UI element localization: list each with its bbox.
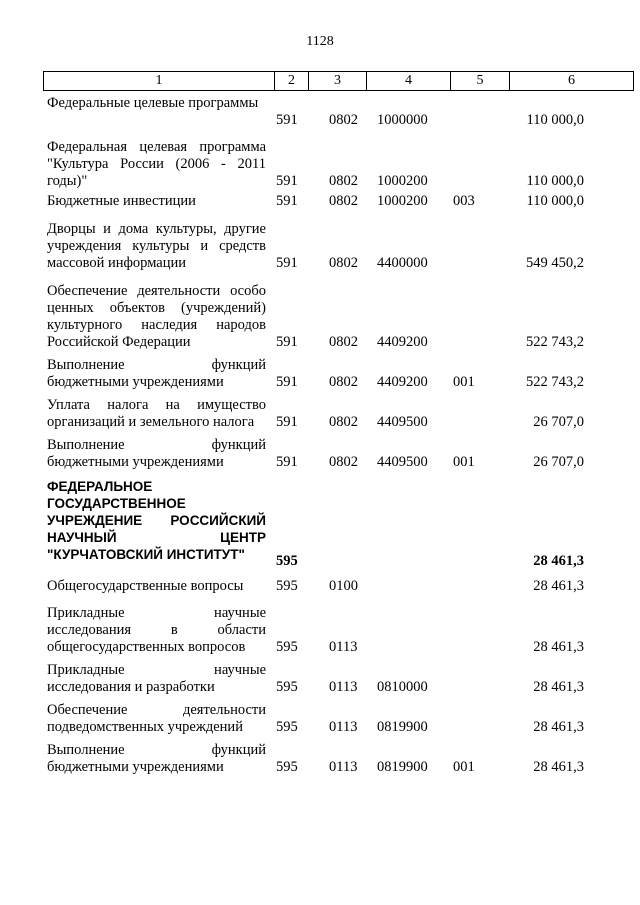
row-col-5: 001 xyxy=(453,759,475,775)
row-col-3: 0802 xyxy=(329,112,358,128)
row-col-3: 0113 xyxy=(329,639,358,655)
row-col-6: 522 743,2 xyxy=(526,334,584,350)
row-col-2: 595 xyxy=(276,578,298,594)
row-col-4: 4400000 xyxy=(377,255,428,271)
row-col-5: 001 xyxy=(453,374,475,390)
row-col-6: 26 707,0 xyxy=(533,414,584,430)
row-name: Обеспечение деятельности подведомственных учреждений xyxy=(47,702,266,735)
row-col-6: 28 461,3 xyxy=(533,719,584,735)
table-row xyxy=(47,283,587,351)
row-col-3: 0802 xyxy=(329,334,358,350)
table-row xyxy=(47,605,587,656)
row-col-3: 0802 xyxy=(329,255,358,271)
row-col-2: 595 xyxy=(276,639,298,655)
table-row xyxy=(47,478,587,570)
row-col-6: 110 000,0 xyxy=(526,193,584,209)
row-col-4: 4409500 xyxy=(377,414,428,430)
row-col-3: 0802 xyxy=(329,374,358,390)
row-name: Прикладные научные исследования и разработки xyxy=(47,662,266,695)
table-row xyxy=(47,578,587,595)
table-row xyxy=(47,139,587,190)
row-col-4: 4409500 xyxy=(377,454,428,470)
row-col-4: 0819900 xyxy=(377,719,428,735)
row-name: ФЕДЕРАЛЬНОЕ ГОСУДАРСТВЕННОЕ УЧРЕЖДЕНИЕ РОССИЙСКИЙ НАУЧНЫЙ ЦЕНТР "КУРЧАТОВСКИЙ ИНСТИТУТ" xyxy=(47,479,266,562)
row-col-2: 591 xyxy=(276,173,298,189)
row-col-6: 26 707,0 xyxy=(533,454,584,470)
row-col-3: 0802 xyxy=(329,454,358,470)
row-name: Дворцы и дома культуры, другие учреждения культуры и средств массовой информации xyxy=(47,221,266,271)
row-name: Прикладные научные исследования в области общегосударственных вопросов xyxy=(47,605,266,655)
row-col-3: 0802 xyxy=(329,414,358,430)
header-col-3: 3 xyxy=(308,72,366,90)
row-col-2: 591 xyxy=(276,255,298,271)
row-col-6: 28 461,3 xyxy=(533,553,584,569)
row-name: Выполнение функций бюджетными учреждениями xyxy=(47,437,266,470)
row-col-6: 549 450,2 xyxy=(526,255,584,271)
row-name: Уплата налога на имущество организаций и земельного налога xyxy=(47,397,266,430)
row-name: Выполнение функций бюджетными учреждениями xyxy=(47,742,266,775)
row-col-4: 1000200 xyxy=(377,173,428,189)
table-row xyxy=(47,742,587,776)
row-col-4: 4409200 xyxy=(377,374,428,390)
table-row xyxy=(47,437,587,471)
row-col-2: 595 xyxy=(276,759,298,775)
row-col-2: 591 xyxy=(276,374,298,390)
row-col-3: 0802 xyxy=(329,193,358,209)
row-col-4: 4409200 xyxy=(377,334,428,350)
table-row xyxy=(47,397,587,431)
header-col-6: 6 xyxy=(509,72,633,90)
row-col-6: 28 461,3 xyxy=(533,639,584,655)
row-col-2: 595 xyxy=(276,719,298,735)
row-col-6: 28 461,3 xyxy=(533,578,584,594)
row-col-2: 591 xyxy=(276,112,298,128)
row-col-2: 591 xyxy=(276,193,298,209)
row-col-3: 0100 xyxy=(329,578,358,594)
table-header xyxy=(43,71,634,91)
row-col-3: 0113 xyxy=(329,679,358,695)
row-col-2: 595 xyxy=(276,679,298,695)
row-col-4: 0810000 xyxy=(377,679,428,695)
row-col-2: 591 xyxy=(276,454,298,470)
row-col-5: 001 xyxy=(453,454,475,470)
header-col-2: 2 xyxy=(274,72,308,90)
row-name: Бюджетные инвестиции xyxy=(47,193,196,209)
table-row xyxy=(47,95,587,129)
header-col-5: 5 xyxy=(450,72,509,90)
row-col-2: 591 xyxy=(276,414,298,430)
row-name: Общегосударственные вопросы xyxy=(47,578,244,594)
row-col-3: 0802 xyxy=(329,173,358,189)
row-col-3: 0113 xyxy=(329,759,358,775)
row-col-6: 522 743,2 xyxy=(526,374,584,390)
table-row xyxy=(47,662,587,696)
table-row xyxy=(47,702,587,736)
row-name: Федеральная целевая программа "Культура России (2006 - 2011 годы)" xyxy=(47,139,266,189)
row-name: Федеральные целевые программы xyxy=(47,95,259,111)
header-col-4: 4 xyxy=(366,72,450,90)
row-col-3: 0113 xyxy=(329,719,358,735)
row-col-4: 1000000 xyxy=(377,112,428,128)
row-name: Выполнение функций бюджетными учреждениями xyxy=(47,357,266,390)
row-col-6: 28 461,3 xyxy=(533,679,584,695)
row-col-2: 591 xyxy=(276,334,298,350)
row-col-2: 595 xyxy=(276,553,298,569)
row-col-4: 1000200 xyxy=(377,193,428,209)
page-number: 1128 xyxy=(306,34,334,49)
row-col-6: 110 000,0 xyxy=(526,173,584,189)
table-row xyxy=(47,193,587,210)
row-col-4: 0819900 xyxy=(377,759,428,775)
row-col-6: 110 000,0 xyxy=(526,112,584,128)
table-row xyxy=(47,357,587,391)
row-col-5: 003 xyxy=(453,193,475,209)
header-col-1: 1 xyxy=(155,73,163,88)
row-col-6: 28 461,3 xyxy=(533,759,584,775)
row-name: Обеспечение деятельности особо ценных объектов (учреждений) культурного наследия народов Российской Федерации xyxy=(47,283,266,350)
table-row xyxy=(47,221,587,272)
